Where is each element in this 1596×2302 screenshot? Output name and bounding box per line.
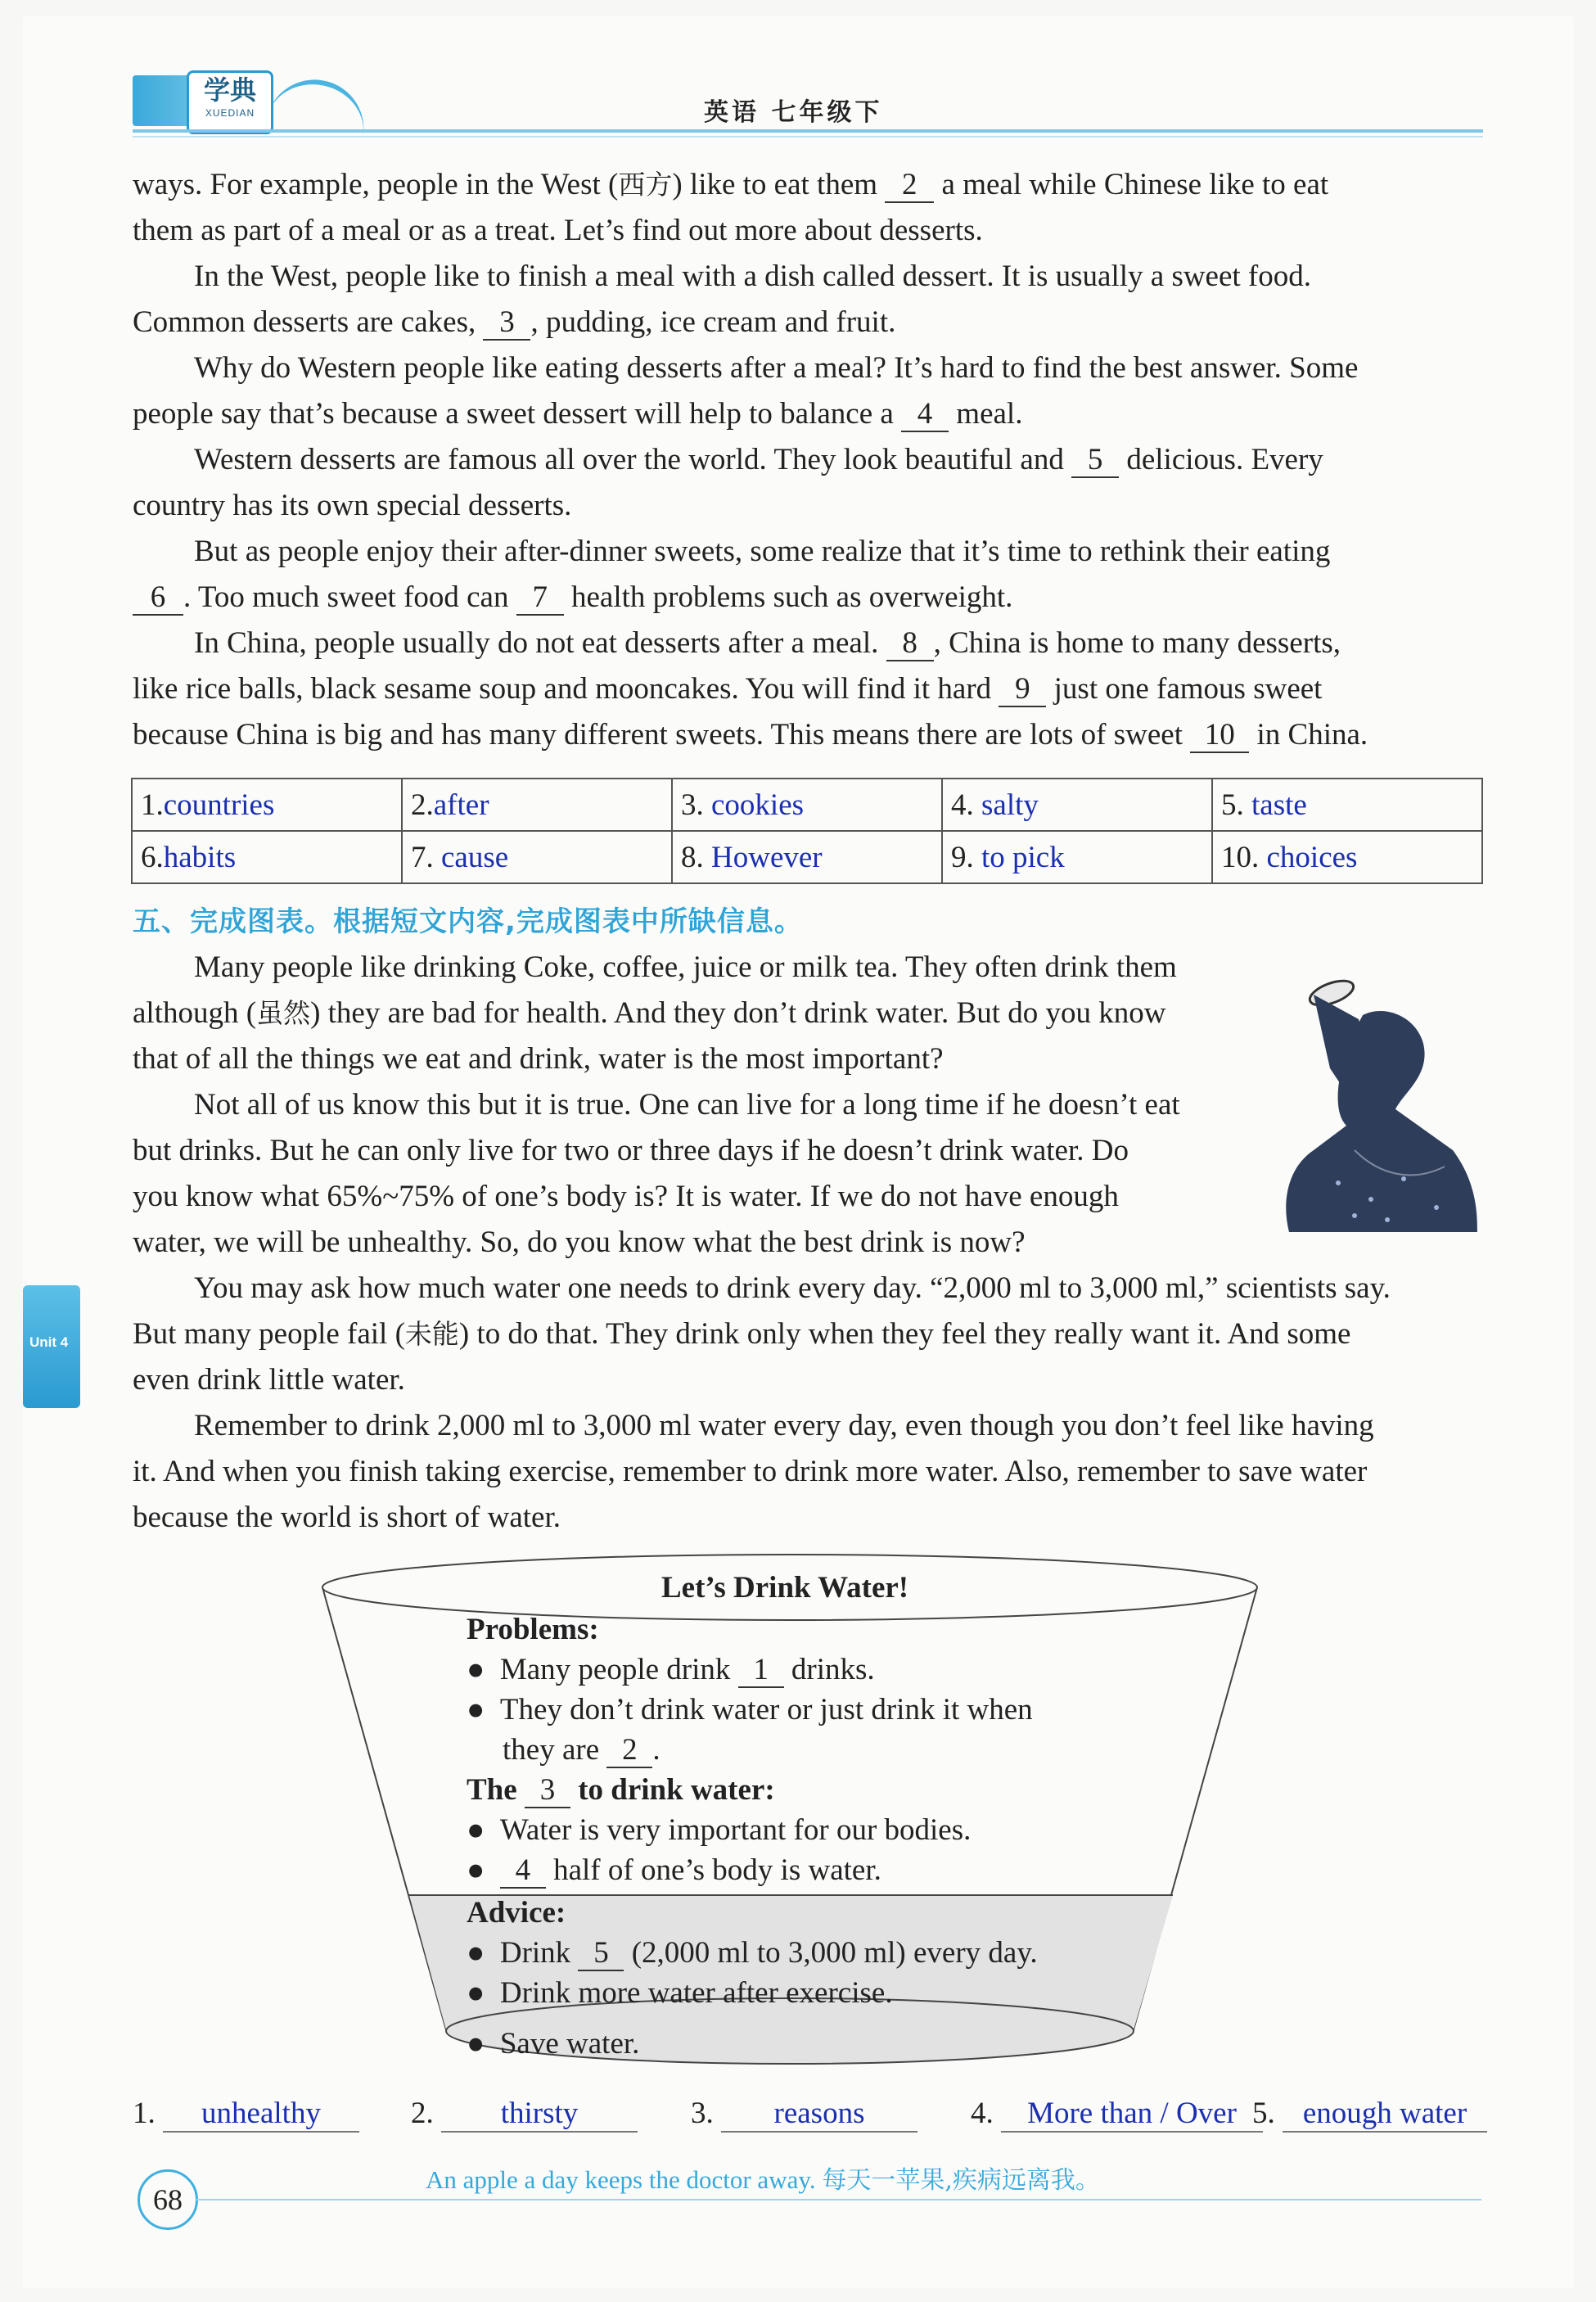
passage-desserts: ways. For example, people in the West (西方) like to eat them 2 a meal while Chinese like to eat them as part of a meal or as a treat. Let’s find out more about desserts. In the West, people like to finish a meal with a dish called dessert. It is usually a sweet food. Common desserts are cakes, 3 , pudding, ice cream and fruit. Why do Western people like eating desserts after a meal? It’s hard to find the best answer. Some people say that’s because a sweet dessert will help to balance a 4 meal. Western desserts are famous all over the world. They look beautiful and 5 delicious. Every country has its own special desserts. But as people enjoy their after-dinner sweets, some realize that it’s time to rethink their eating 6 . Too much sweet food can 7 health problems such as overweight. In China, people usually do not eat desserts after a meal. 8 , China is home to many desserts, like rice balls, black sesame soup and mooncakes. You will find it hard 9 just one famous sweet because China is big and has many different sweets. This means there are lots of sweet 10 in China.: [133, 168, 1368, 752]
blank-4: 4: [901, 398, 949, 432]
answer-2: 2. thirsty: [411, 2096, 638, 2133]
table-cell: 1.countries: [132, 779, 402, 831]
table-cell: 5. taste: [1212, 779, 1482, 831]
answer-table: [131, 778, 1483, 884]
footer-rule: [196, 2199, 1481, 2200]
table-row: [132, 779, 1482, 831]
table-cell: 4. salty: [942, 779, 1212, 831]
table-cell: 9. to pick: [942, 831, 1212, 883]
problems-heading: Problems:: [467, 1613, 599, 1646]
table-cell: 6.habits: [132, 831, 402, 883]
advice-heading: Advice:: [467, 1896, 566, 1930]
blank-6: 6: [133, 581, 183, 616]
blank-9: 9: [999, 673, 1046, 707]
blank-5: 5: [1071, 444, 1119, 478]
blank-8: 8: [886, 627, 934, 661]
header-subject: 英语 七年级下: [704, 98, 883, 127]
header-rule: [133, 129, 1483, 133]
logo-subtext: XUEDIAN: [205, 107, 255, 119]
table-cell: 2.after: [402, 779, 672, 831]
answer-4: 4. More than / Over: [971, 2096, 1263, 2133]
reason-2: ● 4 half of one’s body is water.: [467, 1853, 881, 1887]
answer-3: 3. reasons: [691, 2096, 917, 2133]
cup-title: Let’s Drink Water!: [661, 1571, 909, 1605]
blank-10: 10: [1190, 719, 1249, 753]
drinking-person-illustration: [1281, 970, 1486, 1232]
problem-2: ● They don’t drink water or just drink it when: [467, 1693, 1033, 1726]
answer-1: 1. unhealthy: [133, 2096, 359, 2133]
table-cell: 7. cause: [402, 831, 672, 883]
footer-motto: An apple a day keeps the doctor away. 每天一苹果,疾病远离我。: [426, 2165, 1100, 2195]
reason-1: ● Water is very important for our bodies.: [467, 1813, 972, 1847]
passage-water-intro: Many people like drinking Coke, coffee, juice or milk tea. They often drink them although (虽然) they are bad for health. And they don’t drink water. But do you know that of all the things we eat and drink, water is the most important? Not all of us know this but it is true. One can live for a long time if he doesn’t eat but drinks. But he can only live for two or three days if he doesn’t drink water. Do you know what 65%~75% of one’s body is? It is water. If we do not have enough water, we will be unhealthy. So, do you know what the best drink is now?: [133, 950, 1180, 1259]
table-row: [132, 831, 1482, 883]
header-rule-thin: [133, 136, 1483, 138]
advice-1: ● Drink 5 (2,000 ml to 3,000 ml) every day.: [467, 1936, 1038, 1970]
unit-tab: Unit 4: [23, 1285, 80, 1408]
table-cell: 8. However: [672, 831, 942, 883]
blank-2: 2: [885, 169, 934, 203]
problem-2-cont: they are 2 .: [503, 1733, 660, 1767]
reasons-heading: The 3 to drink water:: [467, 1773, 775, 1807]
logo: [187, 70, 273, 134]
problem-1: ● Many people drink 1 drinks.: [467, 1653, 875, 1686]
advice-3: ● Save water.: [467, 2027, 640, 2061]
passage-water-rest: You may ask how much water one needs to drink every day. “2,000 ml to 3,000 ml,” scientists say. But many people fail (未能) to do that. They drink only when they feel they really want it. And some even drink little water. Remember to drink 2,000 ml to 3,000 ml water every day, even though you don’t feel like having it. And when you finish taking exercise, remember to drink more water. Also, remember to save water because the world is short of water.: [133, 1271, 1391, 1534]
table-cell: 3. cookies: [672, 779, 942, 831]
section-title: 五、完成图表。根据短文内容,完成图表中所缺信息。: [133, 905, 803, 938]
advice-2: ● Drink more water after exercise.: [467, 1976, 893, 2010]
page-number: 68: [138, 2169, 198, 2230]
logo-text: 学典: [203, 74, 256, 106]
answer-5: 5. enough water: [1252, 2096, 1487, 2133]
table-cell: 10. choices: [1212, 831, 1482, 883]
blank-3: 3: [483, 306, 530, 341]
blank-7: 7: [516, 581, 564, 616]
